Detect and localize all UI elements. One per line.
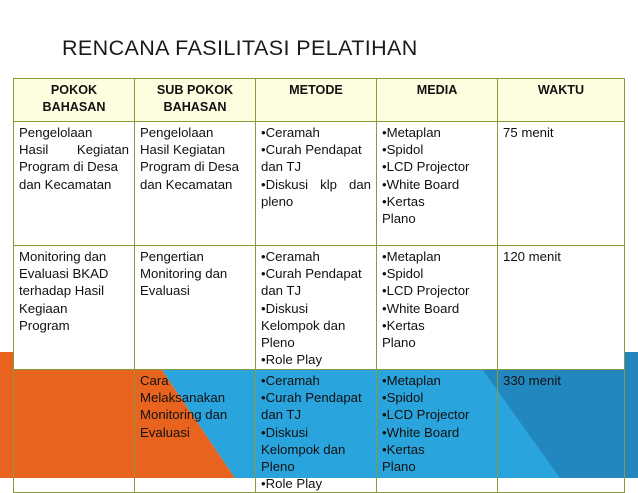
cell-sub: Pengertian Monitoring dan Evaluasi — [135, 246, 256, 370]
cell-sub: Cara Melaksanakan Monitoring dan Evaluasi — [135, 370, 256, 493]
header-metode: METODE — [256, 79, 377, 122]
cell-metode: •Ceramah •Curah Pendapat dan TJ •Diskusi klp dan pleno — [256, 122, 377, 246]
table-row — [14, 246, 625, 370]
cell-media: •Metaplan •Spidol •LCD Projector •White Board •Kertas Plano — [377, 122, 498, 246]
cell-waktu: 75 menit — [498, 122, 625, 246]
cell-waktu: 330 menit — [498, 370, 625, 493]
cell-pokok: Pengelolaan Hasil Kegiatan Program di Desa dan Kecamatan — [14, 122, 135, 246]
header-sub-pokok-bahasan: SUB POKOK BAHASAN — [135, 79, 256, 122]
training-plan-table — [13, 78, 625, 493]
cell-waktu: 120 menit — [498, 246, 625, 370]
cell-sub: Pengelolaan Hasil Kegiatan Program di Desa dan Kecamatan — [135, 122, 256, 246]
table-header-row — [14, 79, 625, 122]
header-media: MEDIA — [377, 79, 498, 122]
header-waktu: WAKTU — [498, 79, 625, 122]
slide-title: RENCANA FASILITASI PELATIHAN — [62, 36, 418, 60]
header-pokok-bahasan: POKOK BAHASAN — [14, 79, 135, 122]
cell-pokok: Monitoring dan Evaluasi BKAD terhadap Hasil Kegiaan Program — [14, 246, 135, 370]
table-row — [14, 370, 625, 493]
cell-pokok-empty — [14, 370, 135, 493]
cell-metode: •Ceramah •Curah Pendapat dan TJ •Diskusi Kelompok dan Pleno •Role Play — [256, 370, 377, 493]
table-row — [14, 122, 625, 246]
cell-metode: •Ceramah •Curah Pendapat dan TJ •Diskusi Kelompok dan Pleno •Role Play — [256, 246, 377, 370]
cell-media: •Metaplan •Spidol •LCD Projector •White Board •Kertas Plano — [377, 246, 498, 370]
cell-media: •Metaplan •Spidol •LCD Projector •White Board •Kertas Plano — [377, 370, 498, 493]
